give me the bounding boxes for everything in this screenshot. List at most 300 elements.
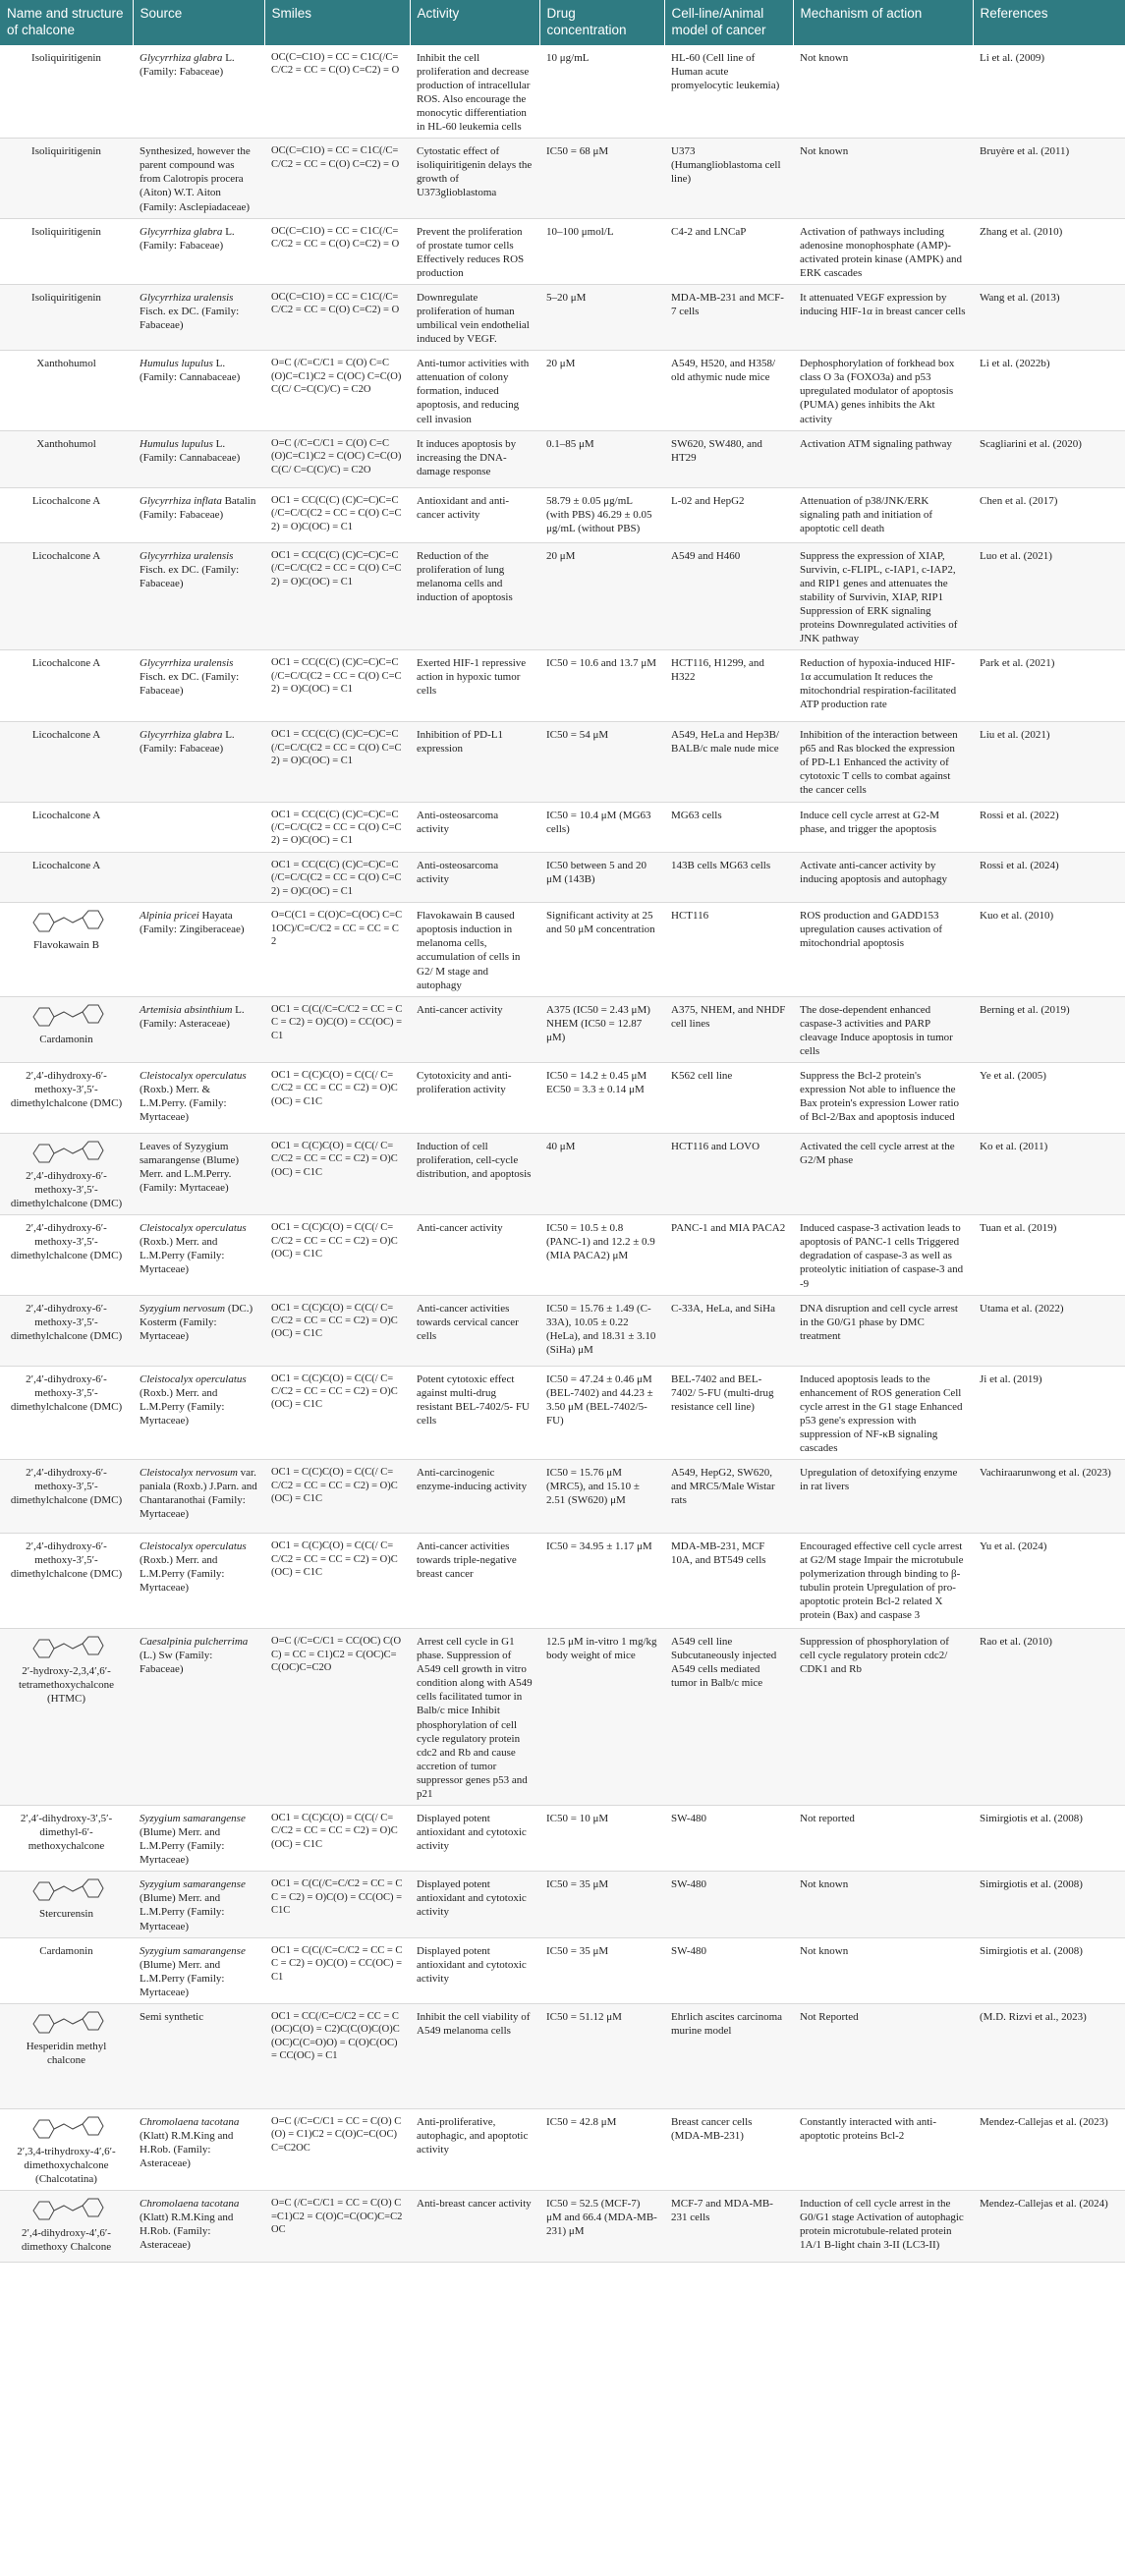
compound-name: Isoliquiritigenin (31, 51, 101, 64)
cell-model: Ehrlich ascites carcinoma murine model (664, 2003, 793, 2108)
cell-model: A549, HeLa and Hep3B/ BALB/c male nude mice (664, 722, 793, 802)
table-row (0, 351, 1125, 430)
cell-source (133, 903, 264, 996)
cell-concentration: 0.1–85 μM (539, 430, 664, 487)
table-row (0, 1937, 1125, 2003)
cell-activity: Anti-cancer activities towards cervical cancer cells (410, 1295, 539, 1366)
cell-source (133, 139, 264, 218)
table-row (0, 996, 1125, 1062)
cell-smiles: OC1 = C(C(/C=C/C2 = CC = CC = C2) = O)C(O) = CC(OC) = C1 (264, 1937, 410, 2003)
source-detail: Fisch. ex DC. (Family: Fabaceae) (140, 671, 240, 698)
cell-reference: Rossi et al. (2022) (973, 802, 1125, 852)
cell-reference: Wang et al. (2013) (973, 284, 1125, 350)
cell-activity: Inhibition of PD-L1 expression (410, 722, 539, 802)
compound-name: 2′,4′-dihydroxy-6′-methoxy-3′,5′-dimethylchalcone (DMC) (10, 1372, 123, 1413)
source-detail: L. (Family: Cannabaceae) (140, 437, 241, 464)
source-species: Glycyrrhiza glabra (140, 51, 223, 64)
source-species: Cleistocalyx operculatus (140, 1372, 247, 1385)
cell-reference: Ye et al. (2005) (973, 1062, 1125, 1133)
cell-activity: Cytostatic effect of isoliquiritigenin delays the growth of U373glioblastoma (410, 139, 539, 218)
cell-source (133, 2191, 264, 2263)
cell-source (133, 1133, 264, 1214)
cell-smiles: OC1 = CC(C(C) (C)C=C)C=C(/C=C/C(C2 = CC = C(O) C=C2) = O)C(OC) = C1 (264, 722, 410, 802)
cell-name (0, 722, 133, 802)
cell-concentration: IC50 = 15.76 ± 1.49 (C-33A), 10.05 ± 0.22 (HeLa), and 18.31 ± 3.10 (SiHa) μM (539, 1295, 664, 1366)
source-detail: L. (Family: Asteraceae) (140, 1003, 245, 1030)
cell-model: PANC-1 and MIA PACA2 (664, 1215, 793, 1295)
cell-source (133, 1534, 264, 1629)
compound-name: Stercurensin (39, 1908, 93, 1921)
cell-smiles: OC(C=C1O) = CC = C1C(/C=C/C2 = CC = C(O) C=C2) = O (264, 139, 410, 218)
cell-concentration: 5–20 μM (539, 284, 664, 350)
cell-smiles: OC1 = CC(/C=C/C2 = CC = C(OC)C(O) = C2)C(C(O)C(O)C(OC)C(C=O)O) = C(O)C(OC) = CC(OC) = C1 (264, 2003, 410, 2108)
cell-mechanism: Suppress the Bcl-2 protein's expression Not able to influence the Bax protein's expression Lower ratio of Bcl-2/Bax and apoptosis induced (793, 1062, 973, 1133)
cell-activity: Reduction of the proliferation of lung melanoma cells and induction of apoptosis (410, 542, 539, 650)
header-cell: Smiles (264, 0, 410, 45)
source-detail: L. (Family: Fabaceae) (140, 51, 235, 78)
chemical-structure-icon (28, 1140, 106, 1167)
cell-mechanism: Not known (793, 1937, 973, 2003)
cell-model: HCT116, H1299, and H322 (664, 650, 793, 722)
cell-name (0, 351, 133, 430)
cell-model: A549, HepG2, SW620, and MRC5/Male Wistar rats (664, 1460, 793, 1534)
cell-activity: Anti-osteosarcoma activity (410, 802, 539, 852)
table-row (0, 2108, 1125, 2190)
cell-concentration: 12.5 μM in-vitro 1 mg/kg body weight of mice (539, 1629, 664, 1806)
source-detail: Semi synthetic (140, 2010, 204, 2023)
cell-activity: Displayed potent antioxidant and cytotoxic activity (410, 1806, 539, 1872)
cell-name (0, 1460, 133, 1534)
cell-concentration: 58.79 ± 0.05 μg/mL (with PBS) 46.29 ± 0.05 μg/mL (without PBS) (539, 487, 664, 542)
cell-activity: It induces apoptosis by increasing the DNA-damage response (410, 430, 539, 487)
cell-source (133, 45, 264, 139)
cell-source (133, 650, 264, 722)
cell-model: A549 and H460 (664, 542, 793, 650)
compound-name: 2′,4′-dihydroxy-6′-methoxy-3′,5′-dimethylchalcone (DMC) (10, 1069, 123, 1110)
source-species: Glycyrrhiza inflata (140, 494, 222, 507)
header-cell: Drug concentration (539, 0, 664, 45)
cell-concentration: IC50 = 51.12 μM (539, 2003, 664, 2108)
cell-activity: Anti-proliferative, autophagic, and apoptotic activity (410, 2108, 539, 2190)
table-row (0, 1534, 1125, 1629)
cell-name (0, 2003, 133, 2108)
cell-source (133, 430, 264, 487)
cell-activity: Displayed potent antioxidant and cytotoxic activity (410, 1872, 539, 1937)
cell-concentration: A375 (IC50 = 2.43 μM) NHEM (IC50 = 12.87 μM) (539, 996, 664, 1062)
cell-mechanism: Dephosphorylation of forkhead box class O 3a (FOXO3a) and p53 upregulated modulator of apoptosis (PUMA) genes inhibits the Akt activity (793, 351, 973, 430)
cell-activity: Anti-tumor activities with attenuation of colony formation, induced apoptosis, and reducing cell invasion (410, 351, 539, 430)
cell-concentration: IC50 = 47.24 ± 0.46 μM (BEL-7402) and 44.23 ± 3.50 μM (BEL-7402/5-FU) (539, 1366, 664, 1459)
compound-name: Hesperidin methyl chalcone (26, 2040, 107, 2067)
source-species: Alpinia pricei (140, 910, 199, 923)
cell-concentration: IC50 = 10 μM (539, 1806, 664, 1872)
cell-smiles: O=C (/C=C/C1 = CC = C(O) C(O) = C1)C2 = C(O)C=C(OC)C=C2OC (264, 2108, 410, 2190)
table-row (0, 45, 1125, 139)
source-species: Cleistocalyx operculatus (140, 1069, 247, 1082)
cell-mechanism: Induction of cell cycle arrest in the G0/G1 stage Activation of autophagic protein microtubule-related protein 1A/1 B-light chain 3-II (LC3-II) (793, 2191, 973, 2263)
cell-concentration: 20 μM (539, 351, 664, 430)
cell-model: SW-480 (664, 1937, 793, 2003)
cell-source (133, 351, 264, 430)
cell-model: MCF-7 and MDA-MB-231 cells (664, 2191, 793, 2263)
cell-smiles: OC1 = CC(C(C) (C)C=C)C=C(/C=C/C(C2 = CC = C(O) C=C2) = O)C(OC) = C1 (264, 487, 410, 542)
table-row (0, 2191, 1125, 2263)
table-row (0, 139, 1125, 218)
cell-reference: Utama et al. (2022) (973, 1295, 1125, 1366)
compound-name: Isoliquiritigenin (31, 225, 101, 238)
source-detail: (Roxb.) Merr. and L.M.Perry (Family: Myrtaceae) (140, 1386, 225, 1427)
cell-mechanism: Not reported (793, 1806, 973, 1872)
cell-source (133, 542, 264, 650)
cell-name (0, 996, 133, 1062)
header-row (0, 0, 1125, 45)
cell-activity: Anti-cancer activity (410, 996, 539, 1062)
cell-concentration: IC50 = 68 μM (539, 139, 664, 218)
cell-mechanism: Upregulation of detoxifying enzyme in rat livers (793, 1460, 973, 1534)
table-row (0, 542, 1125, 650)
cell-name (0, 430, 133, 487)
cell-reference: Simirgiotis et al. (2008) (973, 1806, 1125, 1872)
cell-mechanism: Activation of pathways including adenosine monophosphate (AMP)-activated protein kinase (AMPK) and ERK cascades (793, 218, 973, 284)
cell-concentration: IC50 = 54 μM (539, 722, 664, 802)
cell-name (0, 218, 133, 284)
cell-name (0, 1629, 133, 1806)
cell-model: 143B cells MG63 cells (664, 852, 793, 902)
cell-concentration: 20 μM (539, 542, 664, 650)
source-detail: (DC.) Kosterm (Family: Myrtaceae) (140, 1302, 253, 1342)
cell-smiles: OC1 = C(C(/C=C/C2 = CC = CC = C2) = O)C(O) = CC(OC) = C1C (264, 1872, 410, 1937)
source-species: Glycyrrhiza glabra (140, 729, 223, 742)
cell-name (0, 1215, 133, 1295)
cell-smiles: OC1 = CC(C(C) (C)C=C)C=C(/C=C/C(C2 = CC = C(O) C=C2) = O)C(OC) = C1 (264, 802, 410, 852)
cell-activity: Anti-carcinogenic enzyme-inducing activity (410, 1460, 539, 1534)
source-detail: Synthesized, however the parent compound was from Calotropis procera (Aiton) W.T. Aiton (Family: Asclepiadaceae) (140, 145, 251, 213)
cell-name (0, 2191, 133, 2263)
cell-reference: Mendez-Callejas et al. (2024) (973, 2191, 1125, 2263)
cell-source (133, 1366, 264, 1459)
cell-model: K562 cell line (664, 1062, 793, 1133)
table-row (0, 1133, 1125, 1214)
cell-source (133, 1629, 264, 1806)
cell-source (133, 1062, 264, 1133)
source-species: Artemisia absinthium (140, 1003, 233, 1016)
cell-smiles: OC1 = C(C)C(O) = C(C(/ C=C/C2 = CC = CC = C2) = O)C(OC) = C1C (264, 1133, 410, 1214)
table-row (0, 218, 1125, 284)
cell-model: HCT116 (664, 903, 793, 996)
cell-reference: Bruyère et al. (2011) (973, 139, 1125, 218)
cell-mechanism: DNA disruption and cell cycle arrest in the G0/G1 phase by DMC treatment (793, 1295, 973, 1366)
source-species: Syzygium samarangense (140, 1878, 246, 1891)
chemical-structure-icon (28, 2197, 106, 2224)
compound-name: 2′,4′-dihydroxy-6′-methoxy-3′,5′-dimethylchalcone (DMC) (10, 1467, 123, 1507)
table-row (0, 2003, 1125, 2108)
compound-name: Licochalcone A (31, 549, 101, 562)
cell-activity: Cytotoxicity and anti-proliferation activity (410, 1062, 539, 1133)
cell-reference: Chen et al. (2017) (973, 487, 1125, 542)
table-row (0, 650, 1125, 722)
source-detail: var. paniala (Roxb.) J.Parn. and Chantaranothai (Family: Myrtaceae) (140, 1467, 257, 1521)
cell-mechanism: The dose-dependent enhanced caspase-3 activities and PARP cleavage Induce apoptosis in tumor cells (793, 996, 973, 1062)
cell-model: A375, NHEM, and NHDF cell lines (664, 996, 793, 1062)
cell-name (0, 1366, 133, 1459)
cell-name (0, 1295, 133, 1366)
cell-reference: Mendez-Callejas et al. (2023) (973, 2108, 1125, 2190)
chemical-structure-icon (28, 1003, 106, 1031)
source-species: Chromolaena tacotana (140, 2115, 240, 2128)
cell-source (133, 2108, 264, 2190)
cell-reference: Ko et al. (2011) (973, 1133, 1125, 1214)
cell-model: A549 cell line Subcutaneously injected A549 cells mediated tumor in Balb/c mice (664, 1629, 793, 1806)
cell-mechanism: ROS production and GADD153 upregulation causes activation of mitochondrial apoptosis (793, 903, 973, 996)
cell-activity: Displayed potent antioxidant and cytotoxic activity (410, 1937, 539, 2003)
cell-smiles: OC1 = C(C)C(O) = C(C(/ C=C/C2 = CC = CC = C2) = O)C(OC) = C1C (264, 1460, 410, 1534)
cell-model: A549, H520, and H358/ old athymic nude mice (664, 351, 793, 430)
source-species: Cleistocalyx nervosum (140, 1467, 238, 1480)
cell-mechanism: Activated the cell cycle arrest at the G2/M phase (793, 1133, 973, 1214)
cell-smiles: O=C(C1 = C(O)C=C(OC) C=C1OC)/C=C/C2 = CC = CC = C2 (264, 903, 410, 996)
cell-concentration: IC50 = 34.95 ± 1.17 μM (539, 1534, 664, 1629)
compound-name: 2′,4′-dihydroxy-6′-methoxy-3′,5′-dimethylchalcone (DMC) (10, 1222, 123, 1262)
cell-mechanism: Attenuation of p38/JNK/ERK signaling path and initiation of apoptotic cell death (793, 487, 973, 542)
cell-activity: Anti-cancer activity (410, 1215, 539, 1295)
cell-reference: Vachiraarunwong et al. (2023) (973, 1460, 1125, 1534)
cell-activity: Anti-osteosarcoma activity (410, 852, 539, 902)
cell-concentration: IC50 = 14.2 ± 0.45 μM EC50 = 3.3 ± 0.14 μM (539, 1062, 664, 1133)
source-detail: Fisch. ex DC. (Family: Fabaceae) (140, 563, 240, 589)
cell-source (133, 1295, 264, 1366)
cell-concentration: IC50 = 35 μM (539, 1937, 664, 2003)
cell-source (133, 996, 264, 1062)
compound-name: Cardamonin (39, 1944, 93, 1957)
cell-reference: (M.D. Rizvi et al., 2023) (973, 2003, 1125, 2108)
source-species: Cleistocalyx operculatus (140, 1222, 247, 1235)
cell-source (133, 722, 264, 802)
cell-mechanism: Induced apoptosis leads to the enhancement of ROS generation Cell cycle arrest in the G1 stage Enhanced p53 gene's expression with suppression of NF-κB signaling cascades (793, 1366, 973, 1459)
table-row (0, 722, 1125, 802)
cell-mechanism: Not Reported (793, 2003, 973, 2108)
cell-reference: Luo et al. (2021) (973, 542, 1125, 650)
compound-name: Licochalcone A (31, 859, 101, 871)
header-cell: Source (133, 0, 264, 45)
compound-name: Cardamonin (39, 1033, 93, 1045)
cell-name (0, 1062, 133, 1133)
chemical-structure-icon (28, 2115, 106, 2143)
cell-smiles: OC1 = C(C)C(O) = C(C(/ C=C/C2 = CC = CC = C2) = O)C(OC) = C1C (264, 1534, 410, 1629)
source-detail: (Roxb.) Merr. and L.M.Perry (Family: Myrtaceae) (140, 1236, 225, 1276)
cell-reference: Park et al. (2021) (973, 650, 1125, 722)
source-species: Cleistocalyx operculatus (140, 1540, 247, 1553)
cell-activity: Inhibit the cell viability of A549 melanoma cells (410, 2003, 539, 2108)
cell-activity: Anti-breast cancer activity (410, 2191, 539, 2263)
cell-name (0, 284, 133, 350)
header-cell: Activity (410, 0, 539, 45)
cell-name (0, 852, 133, 902)
source-species: Glycyrrhiza uralensis (140, 549, 234, 562)
cell-name (0, 2108, 133, 2190)
cell-source (133, 284, 264, 350)
cell-concentration: IC50 = 10.5 ± 0.8 (PANC-1) and 12.2 ± 0.9 (MIA PACA2) μM (539, 1215, 664, 1295)
cell-reference: Tuan et al. (2019) (973, 1215, 1125, 1295)
cell-reference: Ji et al. (2019) (973, 1366, 1125, 1459)
cell-smiles: OC(C=C1O) = CC = C1C(/C=C/C2 = CC = C(O) C=C2) = O (264, 218, 410, 284)
cell-smiles: O=C (/C=C/C1 = CC = C(O) C=C1)C2 = C(O)C=C(OC)C=C2OC (264, 2191, 410, 2263)
cell-mechanism: Induce cell cycle arrest at G2-M phase, and trigger the apoptosis (793, 802, 973, 852)
cell-model: L-02 and HepG2 (664, 487, 793, 542)
cell-source (133, 1806, 264, 1872)
cell-reference: Li et al. (2022b) (973, 351, 1125, 430)
cell-concentration: Significant activity at 25 and 50 μM concentration (539, 903, 664, 996)
cell-mechanism: Encouraged effective cell cycle arrest at G2/M stage Impair the microtubule polymerization through binding to β-tubulin protein Upregulation of pro-apoptotic protein Bcl-2 related X protein (Bax) and caspase 3 (793, 1534, 973, 1629)
cell-name (0, 650, 133, 722)
table-row (0, 1295, 1125, 1366)
table-row (0, 1806, 1125, 1872)
source-detail: L. (Family: Cannabaceae) (140, 358, 241, 384)
source-detail: (Blume) Merr. and L.M.Perry (Family: Myrtaceae) (140, 1892, 225, 1932)
table-row (0, 1366, 1125, 1459)
cell-source (133, 1937, 264, 2003)
cell-model: MG63 cells (664, 802, 793, 852)
cell-smiles: OC1 = C(C(/C=C/C2 = CC = CC = C2) = O)C(O) = CC(OC) = C1 (264, 996, 410, 1062)
cell-mechanism: Activate anti-cancer activity by inducing apoptosis and autophagy (793, 852, 973, 902)
cell-source (133, 852, 264, 902)
cell-model: U373 (Humanglioblastoma cell line) (664, 139, 793, 218)
cell-concentration: IC50 = 35 μM (539, 1872, 664, 1937)
cell-concentration: IC50 = 10.6 and 13.7 μM (539, 650, 664, 722)
cell-mechanism: Not known (793, 45, 973, 139)
cell-reference: Rossi et al. (2024) (973, 852, 1125, 902)
source-detail: Batalin (Family: Fabaceae) (140, 494, 256, 521)
cell-reference: Simirgiotis et al. (2008) (973, 1872, 1125, 1937)
source-detail: (Klatt) R.M.King and H.Rob. (Family: Asteraceae) (140, 2212, 234, 2252)
cell-reference: Scagliarini et al. (2020) (973, 430, 1125, 487)
cell-mechanism: Not known (793, 1872, 973, 1937)
cell-name (0, 903, 133, 996)
cell-smiles: OC1 = CC(C(C) (C)C=C)C=C(/C=C/C(C2 = CC = C(O) C=C2) = O)C(OC) = C1 (264, 852, 410, 902)
source-detail: (Klatt) R.M.King and H.Rob. (Family: Asteraceae) (140, 2130, 234, 2170)
chemical-structure-icon (28, 2010, 106, 2038)
cell-source (133, 802, 264, 852)
cell-activity: Antioxidant and anti-cancer activity (410, 487, 539, 542)
cell-reference: Berning et al. (2019) (973, 996, 1125, 1062)
cell-smiles: O=C (/C=C/C1 = C(O) C=C(O)C=C1)C2 = C(OC) C=C(O)C(C/ C=C(C)/C) = C2O (264, 351, 410, 430)
cell-reference: Yu et al. (2024) (973, 1534, 1125, 1629)
cell-smiles: OC(C=C1O) = CC = C1C(/C=C/C2 = CC = C(O) C=C2) = O (264, 45, 410, 139)
source-species: Glycyrrhiza glabra (140, 225, 223, 238)
header-cell: Name and structure of chalcone (0, 0, 133, 45)
source-detail: L. (Family: Fabaceae) (140, 729, 235, 756)
compound-name: Isoliquiritigenin (31, 145, 101, 158)
cell-model: HL-60 (Cell line of Human acute promyelocytic leukemia) (664, 45, 793, 139)
source-detail: (Blume) Merr. and L.M.Perry (Family: Myrtaceae) (140, 1826, 225, 1867)
source-species: Humulus lupulus (140, 358, 213, 370)
cell-activity: Inhibit the cell proliferation and decrease production of intracellular ROS. Also encourage the monocytic differentiation in HL-60 leukemia cells (410, 45, 539, 139)
cell-smiles: OC1 = C(C)C(O) = C(C(/ C=C/C2 = CC = CC = C2) = O)C(OC) = C1C (264, 1215, 410, 1295)
source-species: Caesalpinia pulcherrima (140, 1636, 249, 1649)
source-species: Syzygium samarangense (140, 1944, 246, 1957)
cell-source (133, 487, 264, 542)
table-row (0, 1629, 1125, 1806)
source-detail: (Roxb.) Merr. & L.M.Perry. (Family: Myrtaceae) (140, 1084, 227, 1124)
cell-model: MDA-MB-231 and MCF-7 cells (664, 284, 793, 350)
source-species: Syzygium nervosum (140, 1302, 226, 1315)
table-row (0, 430, 1125, 487)
cell-model: SW620, SW480, and HT29 (664, 430, 793, 487)
source-detail: L. (Family: Fabaceae) (140, 225, 235, 252)
cell-name (0, 1937, 133, 2003)
cell-activity: Flavokawain B caused apoptosis induction in melanoma cells, accumulation of cells in G2/ M stage and autophagy (410, 903, 539, 996)
cell-reference: Liu et al. (2021) (973, 722, 1125, 802)
cell-name (0, 139, 133, 218)
cell-mechanism: Suppress the expression of XIAP, Survivin, c-FLIPL, c-IAP1, c-IAP2, and RIP1 genes and attenuates the stability of Survivin, XIAP, RIP1 Suppression of ERK signaling proteins Downregulated activities of JNK pathway (793, 542, 973, 650)
source-species: Humulus lupulus (140, 437, 213, 450)
cell-mechanism: Induced caspase-3 activation leads to apoptosis of PANC-1 cells Triggered degradation of caspase-3 as well as proteolytic initiation of caspase-3 and -9 (793, 1215, 973, 1295)
cell-reference: Kuo et al. (2010) (973, 903, 1125, 996)
cell-concentration: IC50 between 5 and 20 μM (143B) (539, 852, 664, 902)
chemical-structure-icon (28, 1635, 106, 1662)
cell-reference: Zhang et al. (2010) (973, 218, 1125, 284)
cell-mechanism: Activation ATM signaling pathway (793, 430, 973, 487)
cell-activity: Arrest cell cycle in G1 phase. Suppression of A549 cell growth in vitro condition along with A549 cells facilitated tumor in Balb/c mice Inhibit phosphorylation of cell cycle regulatory protein cdc2 and Rb and cause accretion of tumor suppressor genes p53 and p21 (410, 1629, 539, 1806)
cell-activity: Anti-cancer activities towards triple-negative breast cancer (410, 1534, 539, 1629)
cell-smiles: OC1 = C(C)C(O) = C(C(/ C=C/C2 = CC = CC = C2) = O)C(OC) = C1C (264, 1062, 410, 1133)
cell-source (133, 1872, 264, 1937)
cell-name (0, 1806, 133, 1872)
cell-model: SW-480 (664, 1806, 793, 1872)
cell-activity: Potent cytotoxic effect against multi-drug resistant BEL-7402/5- FU cells (410, 1366, 539, 1459)
cell-smiles: O=C (/C=C/C1 = C(O) C=C(O)C=C1)C2 = C(OC) C=C(O)C(C/ C=C(C)/C) = C2O (264, 430, 410, 487)
cell-activity: Induction of cell proliferation, cell-cycle distribution, and apoptosis (410, 1133, 539, 1214)
table-row (0, 802, 1125, 852)
cell-activity: Downregulate proliferation of human umbilical vein endothelial induced by VEGF. (410, 284, 539, 350)
cell-concentration: IC50 = 42.8 μM (539, 2108, 664, 2190)
header-cell: References (973, 0, 1125, 45)
cell-concentration: IC50 = 15.76 μM (MRC5), and 15.10 ± 2.51 (SW620) μM (539, 1460, 664, 1534)
cell-model: HCT116 and LOVO (664, 1133, 793, 1214)
compound-name: 2′,4′-dihydroxy-6′-methoxy-3′,5′-dimethylchalcone (DMC) (10, 1302, 123, 1342)
cell-source (133, 218, 264, 284)
cell-concentration: IC50 = 10.4 μM (MG63 cells) (539, 802, 664, 852)
cell-name (0, 542, 133, 650)
compound-name: 2′-hydroxy-2,3,4′,6′-tetramethoxychalcone (HTMC) (18, 1665, 115, 1706)
cell-mechanism: Not known (793, 139, 973, 218)
cell-smiles: OC(C=C1O) = CC = C1C(/C=C/C2 = CC = C(O) C=C2) = O (264, 284, 410, 350)
source-detail: (Blume) Merr. and L.M.Perry (Family: Myrtaceae) (140, 1958, 225, 1998)
cell-model: SW-480 (664, 1872, 793, 1937)
cell-smiles: OC1 = C(C)C(O) = C(C(/ C=C/C2 = CC = CC = C2) = O)C(OC) = C1C (264, 1806, 410, 1872)
cell-reference: Rao et al. (2010) (973, 1629, 1125, 1806)
compound-name: Licochalcone A (31, 729, 101, 742)
cell-smiles: OC1 = CC(C(C) (C)C=C)C=C(/C=C/C(C2 = CC = C(O) C=C2) = O)C(OC) = C1 (264, 650, 410, 722)
chemical-structure-icon (28, 909, 106, 936)
header-cell: Mechanism of action (793, 0, 973, 45)
cell-source (133, 2003, 264, 2108)
compound-name: Licochalcone A (31, 657, 101, 670)
source-detail: Leaves of Syzygium samarangense (Blume) Merr. and L.M.Perry. (Family: Myrtaceae) (140, 1140, 240, 1195)
table-row (0, 487, 1125, 542)
cell-smiles: OC1 = C(C)C(O) = C(C(/ C=C/C2 = CC = CC = C2) = O)C(OC) = C1C (264, 1295, 410, 1366)
cell-activity: Exerted HIF-1 repressive action in hypoxic tumor cells (410, 650, 539, 722)
source-species: Chromolaena tacotana (140, 2198, 240, 2211)
cell-concentration: 40 μM (539, 1133, 664, 1214)
cell-concentration: 10–100 μmol/L (539, 218, 664, 284)
compound-name: 2′,4′-dihydroxy-6′-methoxy-3′,5′-dimethylchalcone (DMC) (10, 1169, 123, 1210)
table-row (0, 1215, 1125, 1295)
source-species: Glycyrrhiza uralensis (140, 657, 234, 670)
table-row (0, 1460, 1125, 1534)
cell-name (0, 802, 133, 852)
compound-name: 2′,4′-dihydroxy-3′,5′-dimethyl-6′-methoxychalcone (20, 1813, 113, 1853)
cell-model: C4-2 and LNCaP (664, 218, 793, 284)
